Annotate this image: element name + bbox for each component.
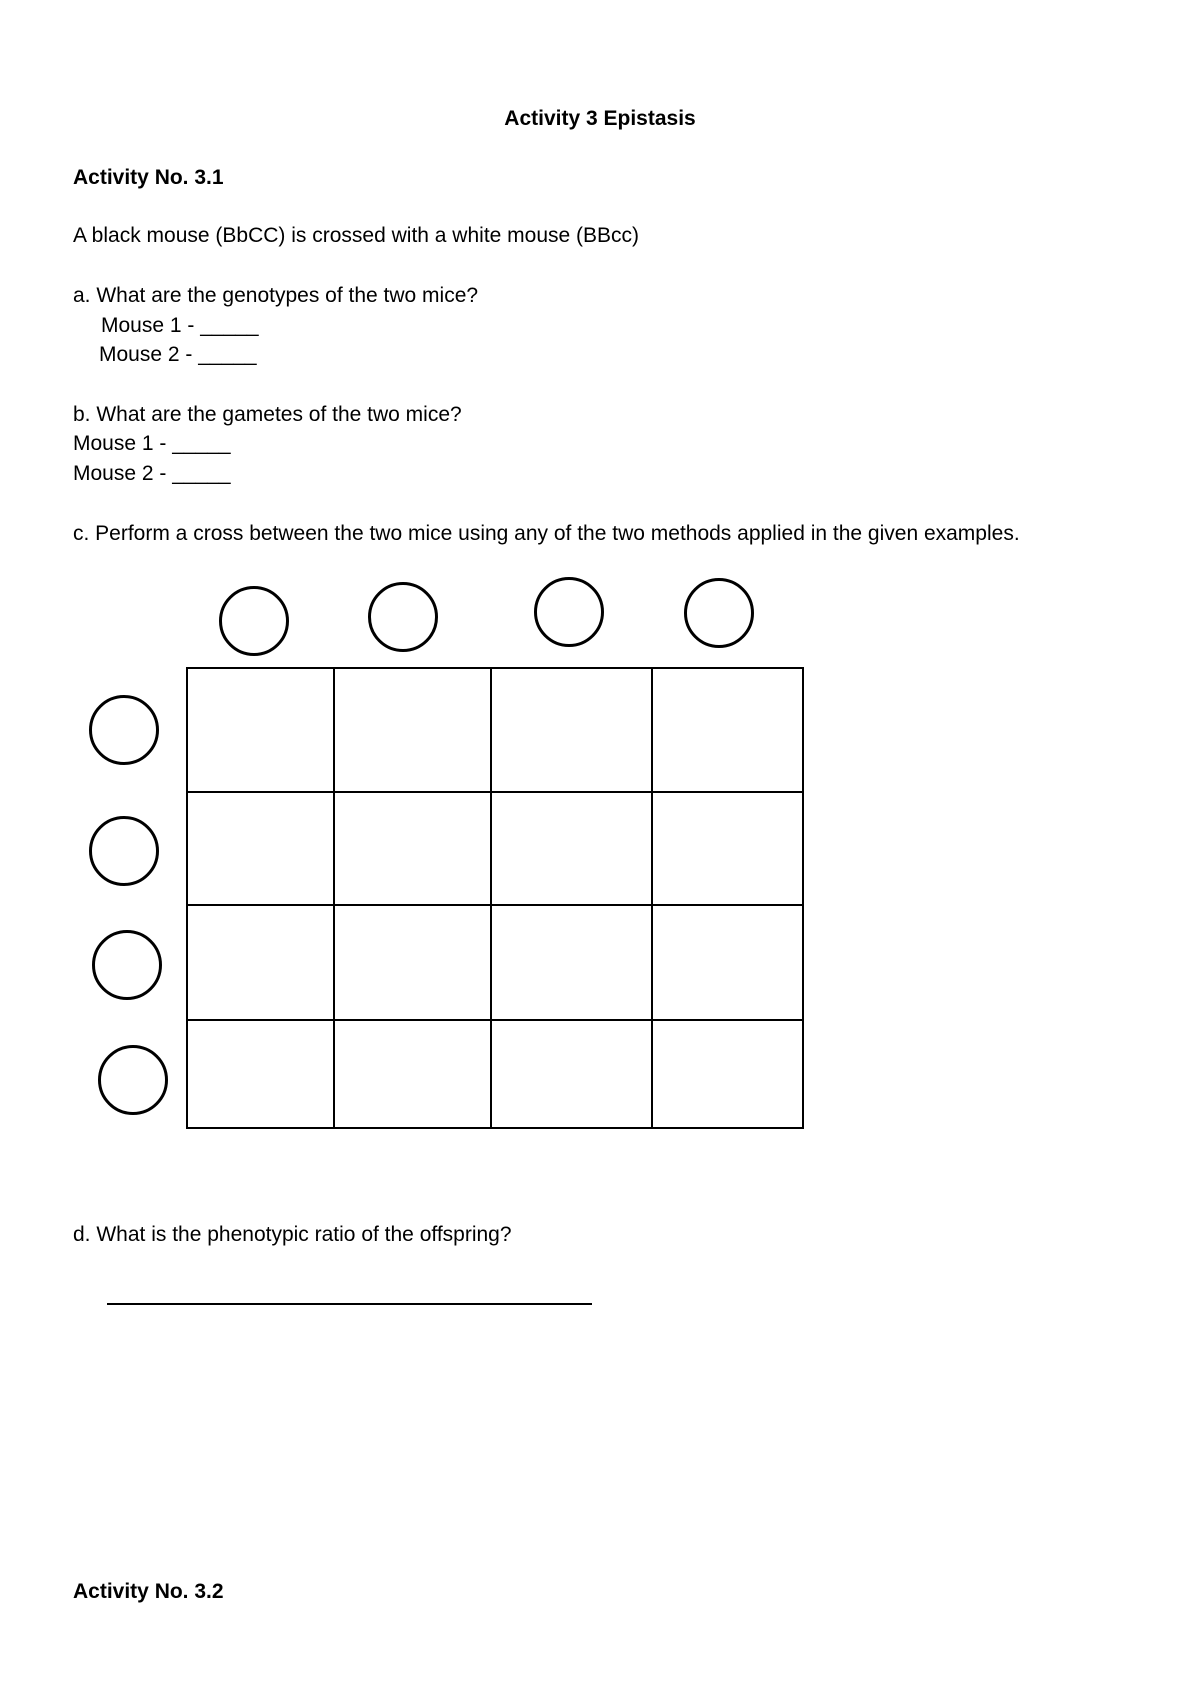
row-gamete-circle[interactable] <box>92 930 162 1000</box>
punnett-cell[interactable] <box>491 668 652 792</box>
question-b: b. What are the gametes of the two mice? <box>73 403 462 426</box>
cross-prompt: A black mouse (BbCC) is crossed with a white mouse (BBcc) <box>73 224 640 247</box>
row-gamete-circle[interactable] <box>98 1045 168 1115</box>
punnett-cell[interactable] <box>334 905 491 1020</box>
row-gamete-circle[interactable] <box>89 816 159 886</box>
page-title: Activity 3 Epistasis <box>504 107 696 130</box>
punnett-cell[interactable] <box>187 792 334 905</box>
punnett-cell[interactable] <box>187 905 334 1020</box>
punnett-cell[interactable] <box>491 905 652 1020</box>
answer-line[interactable] <box>107 1303 592 1305</box>
punnett-cell[interactable] <box>334 668 491 792</box>
punnett-cell[interactable] <box>334 792 491 905</box>
question-a-mouse-1: Mouse 1 - _____ <box>101 314 259 337</box>
question-b-mouse-1: Mouse 1 - _____ <box>73 432 231 455</box>
question-c: c. Perform a cross between the two mice using any of the two methods applied in the given examples. <box>73 522 1020 545</box>
activity-3-2-heading: Activity No. 3.2 <box>73 1580 224 1603</box>
column-gamete-circle[interactable] <box>368 582 438 652</box>
punnett-cell[interactable] <box>652 905 803 1020</box>
column-gamete-circle[interactable] <box>684 578 754 648</box>
question-a: a. What are the genotypes of the two mice? <box>73 284 479 307</box>
column-gamete-circle[interactable] <box>219 586 289 656</box>
question-d: d. What is the phenotypic ratio of the offspring? <box>73 1223 512 1246</box>
punnett-cell[interactable] <box>187 668 334 792</box>
punnett-cell[interactable] <box>491 1020 652 1128</box>
question-b-mouse-2: Mouse 2 - _____ <box>73 462 231 485</box>
punnett-cell[interactable] <box>334 1020 491 1128</box>
punnett-cell[interactable] <box>652 1020 803 1128</box>
activity-3-1-heading: Activity No. 3.1 <box>73 166 224 189</box>
punnett-cell[interactable] <box>652 792 803 905</box>
punnett-square <box>186 667 804 1129</box>
question-a-mouse-2: Mouse 2 - _____ <box>99 343 257 366</box>
punnett-cell[interactable] <box>491 792 652 905</box>
punnett-cell[interactable] <box>187 1020 334 1128</box>
row-gamete-circle[interactable] <box>89 695 159 765</box>
column-gamete-circle[interactable] <box>534 577 604 647</box>
punnett-cell[interactable] <box>652 668 803 792</box>
